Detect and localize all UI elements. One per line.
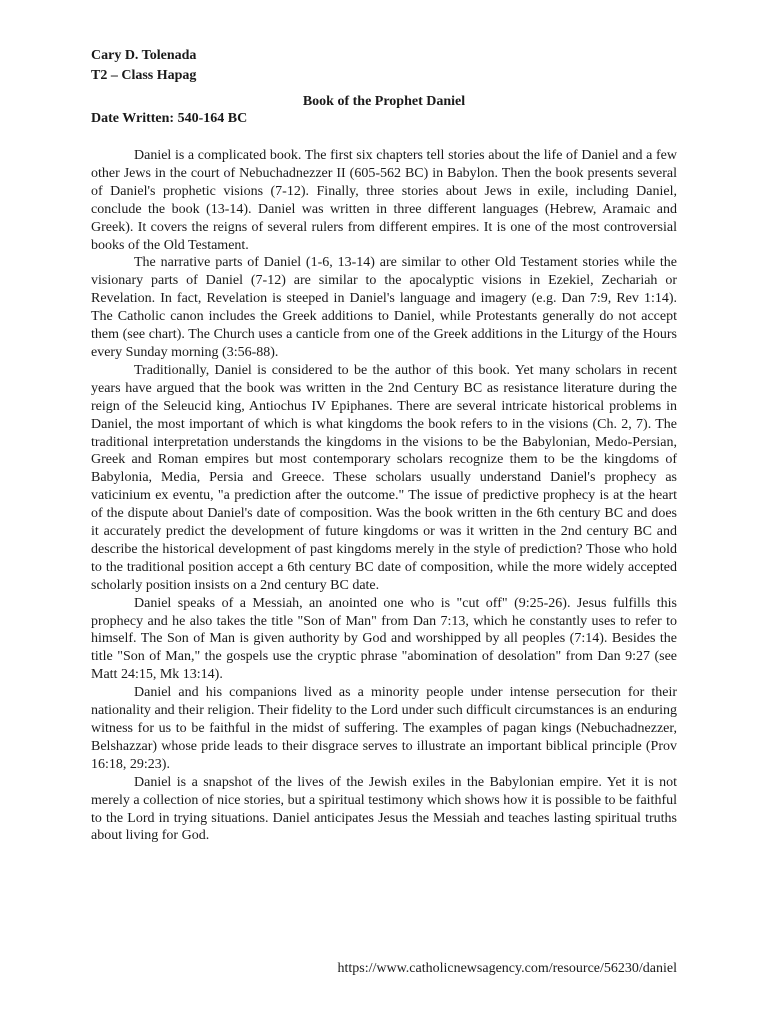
author-block — [91, 46, 196, 86]
source-url: https://www.catholicnewsagency.com/resource/56230/daniel — [337, 961, 677, 976]
date-written: Date Written: 540-164 BC — [91, 111, 248, 126]
paragraph-5: Daniel and his companions lived as a minority people under intense persecution for their nationality and their religion. Their fidelity to the Lord under such difficult circumstances is an enduring witness for us to be faithful in the midst of suffering. The examples of pagan kings (Nebuchadnezzer, Belshazzar) whose pride leads to their disgrace serves to illustrate an important biblical principle (Prov 16:18, 29:23). — [91, 685, 677, 772]
paragraph-1: Daniel is a complicated book. The first six chapters tell stories about the life of Daniel and a few other Jews in the court of Nebuchadnezzer II (605-562 BC) in Babylon. Then the book presents several of Daniel's prophetic visions (7-12). Finally, three stories about Jews in exile, including Daniel, conclude the book (13-14). Daniel was written in three different languages (Hebrew, Aramaic and Greek). It covers the reigns of several rulers from different empires. It is one of the most controversial books of the Old Testament. — [91, 148, 677, 253]
class-name: T2 – Class Hapag — [91, 68, 197, 83]
paragraph-3: Traditionally, Daniel is considered to be the author of this book. Yet many scholars in recent years have argued that the book was written in the 2nd Century BC as resistance literature during the reign of the Seleucid king, Antiochus IV Epiphanes. There are several intricate historical problems in Daniel, the most important of which is what kingdoms the book refers to in the visions (Ch. 2, 7). The traditional interpretation understands the kingdoms in the visions to be the Babylonian, Medo-Persian, Greek and Roman empires but most contemporary scholars recognize them to be the kingdoms of Babylonia, Media, Persia and Greece. These scholars usually understand Daniel's prophecy as vaticinium ex eventu, "a prediction after the outcome." The issue of predictive prophecy is at the heart of the dispute about Daniel's date of composition. Was the book written in the 6th century BC and does it accurately predict the development of future kingdoms or was it written in the 2nd century BC and describe the historical development of past kingdoms merely in the style of prediction? Those who hold to the traditional position accept a 6th century BC date of composition, while the more widely accepted scholarly position insists on a 2nd century BC date. — [91, 362, 677, 593]
paragraph-2: The narrative parts of Daniel (1-6, 13-14) are similar to other Old Testament stories while the visionary parts of Daniel (7-12) are similar to the apocalyptic visions in Ezekiel, Zechariah or Revelation. In fact, Revelation is steeped in Daniel's language and imagery (e.g. Dan 7:9, Rev 1:14). The Catholic canon includes the Greek additions to Daniel, while Protestants generally do not accept them (see chart). The Church uses a canticle from one of the Greek additions in the Liturgy of the Hours every Sunday morning (3:56-88). — [91, 255, 677, 360]
author-name: Cary D. Tolenada — [91, 48, 197, 63]
paragraph-4: Daniel speaks of a Messiah, an anointed one who is "cut off" (9:25-26). Jesus fulfills this prophecy and he also takes the title "Son of Man" from Dan 7:13, which he constantly uses to refer to himself. The Son of Man is given authority by God and worshipped by all peoples (7:14). Besides the title "Son of Man," the gospels use the cryptic phrase "abomination of desolation" from Dan 9:27 (see Matt 24:15, Mk 13:14). — [91, 595, 677, 683]
document-body — [91, 147, 677, 845]
document-title: Book of the Prophet Daniel — [302, 94, 466, 109]
paragraph-6: Daniel is a snapshot of the lives of the Jewish exiles in the Babylonian empire. Yet it is not merely a collection of nice stories, but a spiritual testimony which shows how it is possible to be faithful to the Lord in trying situations. Daniel anticipates Jesus the Messiah and teaches lasting spiritual truths about living for God. — [91, 774, 677, 844]
